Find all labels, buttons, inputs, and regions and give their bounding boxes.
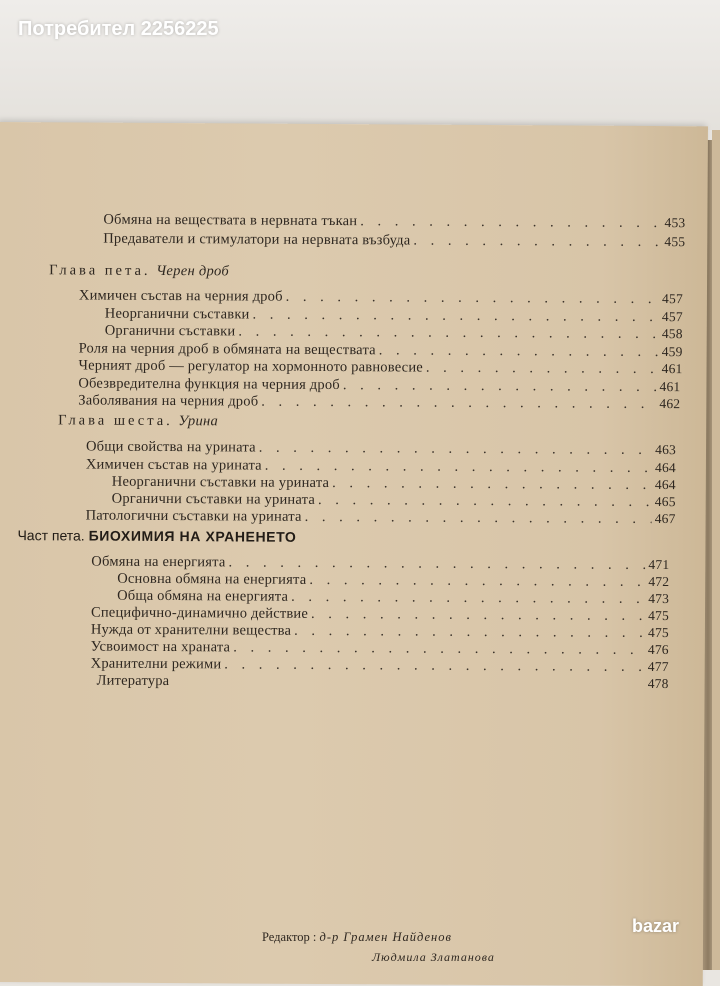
toc-entry-title: Химичен състав на черния дроб <box>78 287 283 305</box>
chapter-title: Черен дроб <box>156 262 230 280</box>
toc-entry-page: 476 <box>647 641 669 658</box>
toc-entry-page: 473 <box>648 590 670 607</box>
toc-dot-leader <box>413 233 661 252</box>
toc-entry-title: Основна обмяна на енергията <box>117 570 307 588</box>
toc-entry-page: 464 <box>654 460 676 476</box>
toc-entry <box>86 508 676 529</box>
toc-entry-page: 472 <box>648 573 670 590</box>
toc-entry-title: Заболявания на черния дроб <box>78 392 259 410</box>
toc-entry-page: 462 <box>659 396 681 412</box>
part-heading <box>17 527 296 545</box>
toc-entry-page: 467 <box>654 511 676 527</box>
chapter-heading <box>49 262 229 280</box>
toc-entry-title: Предаватели и стимулатори на нервната възбуда <box>103 230 411 249</box>
toc-entry-page: 457 <box>661 309 683 325</box>
toc-entry-title: Роля на черния дроб в обмяната на веществата <box>78 340 376 359</box>
toc-entry-title: Черният дроб — регулатор на хормонното равновесие <box>78 357 423 376</box>
toc-entry-title: Химичен състав на урината <box>85 456 262 474</box>
toc-dot-leader <box>318 492 652 511</box>
toc-entry-page: 455 <box>664 234 686 250</box>
toc-entry-title: Хранителни режими <box>90 655 222 673</box>
toc-entry-title: Усвоимост на храната <box>90 638 231 656</box>
toc-entry-page: 464 <box>654 477 676 493</box>
toc-entry-title: Неорганични съставки на урината <box>111 473 330 492</box>
editor-name: д-р Грамен Найденов <box>319 930 452 944</box>
toc-entry <box>97 673 669 693</box>
toc-entry-page: 461 <box>661 361 683 377</box>
toc-dot-leader <box>259 440 653 459</box>
toc-dot-leader <box>286 289 659 308</box>
toc-entry-title: Специфично-динамично действие <box>90 604 309 622</box>
toc-entry-title: Обмяна на веществата в нервната тъкан <box>103 211 358 230</box>
toc-dot-leader <box>360 213 661 232</box>
editor-label: Редактор : <box>262 930 317 944</box>
toc-entry-page: 463 <box>655 442 677 458</box>
toc-dot-leader <box>311 606 645 625</box>
toc-dot-leader <box>379 342 659 361</box>
toc-entry-page: 461 <box>659 379 681 395</box>
toc-entry <box>105 323 683 344</box>
toc-dot-leader <box>309 572 645 591</box>
part-title: БИОХИМИЯ НА ХРАНЕНЕТО <box>88 527 297 545</box>
toc-entry-page: 465 <box>654 494 676 510</box>
editor-credit <box>262 930 452 945</box>
toc-entry-title: Обмяна на енергията <box>91 553 226 571</box>
toc-entry-title: Обща обмяна на енергията <box>117 587 289 605</box>
chapter-title: Урина <box>178 413 219 430</box>
toc-entry-page: 475 <box>648 607 670 624</box>
toc-entry-title: Органични съставки <box>104 322 236 340</box>
page-edge-right <box>712 130 720 970</box>
chapter-heading <box>58 412 218 430</box>
toc-dot-leader <box>261 394 656 413</box>
chapter-label: Глава шеста. <box>58 412 173 430</box>
part-label: Част пета. <box>17 527 85 544</box>
toc-dot-leader <box>426 360 659 378</box>
toc-entry-page: 457 <box>662 291 683 307</box>
toc-entry <box>86 439 676 460</box>
toc-entry-title: Органични съставки на урината <box>111 490 316 508</box>
toc-entry <box>103 231 685 252</box>
book-page <box>0 122 708 986</box>
toc-entry <box>78 392 680 413</box>
toc-dot-leader <box>294 623 645 642</box>
bazar-logo: bazar <box>632 916 680 936</box>
toc-entry-title: Обезвредителна функция на черния дроб <box>78 375 340 394</box>
toc-entry-page: 475 <box>647 624 669 641</box>
toc-entry-page: 478 <box>647 675 669 692</box>
chapter-label: Глава пета. <box>49 262 151 279</box>
second-credit: Людмила Златанова <box>372 950 495 964</box>
toc-entry-title: Патологични съставки на урината <box>85 507 302 525</box>
toc-dot-leader <box>291 589 645 608</box>
toc-entry-page: 458 <box>661 326 683 342</box>
toc-entry-page: 477 <box>647 658 669 675</box>
toc-dot-leader <box>305 509 652 528</box>
toc-entry <box>103 212 685 233</box>
toc-entry-title: Литература <box>96 672 170 690</box>
toc-entry-title: Нужда от хранителни вещества <box>90 621 292 639</box>
watermark-text: Потребител 2256225 <box>18 18 219 40</box>
toc-entry-title: Общи свойства на урината <box>85 438 256 456</box>
toc-entry-title: Неорганични съставки <box>104 305 250 323</box>
toc-entry-page: 459 <box>661 344 683 360</box>
toc-dot-leader <box>332 475 652 494</box>
toc-entry-page: 453 <box>664 215 686 231</box>
toc-dot-leader <box>343 377 657 396</box>
toc-entry-page: 471 <box>648 556 670 573</box>
toc-dot-leader <box>238 323 659 343</box>
